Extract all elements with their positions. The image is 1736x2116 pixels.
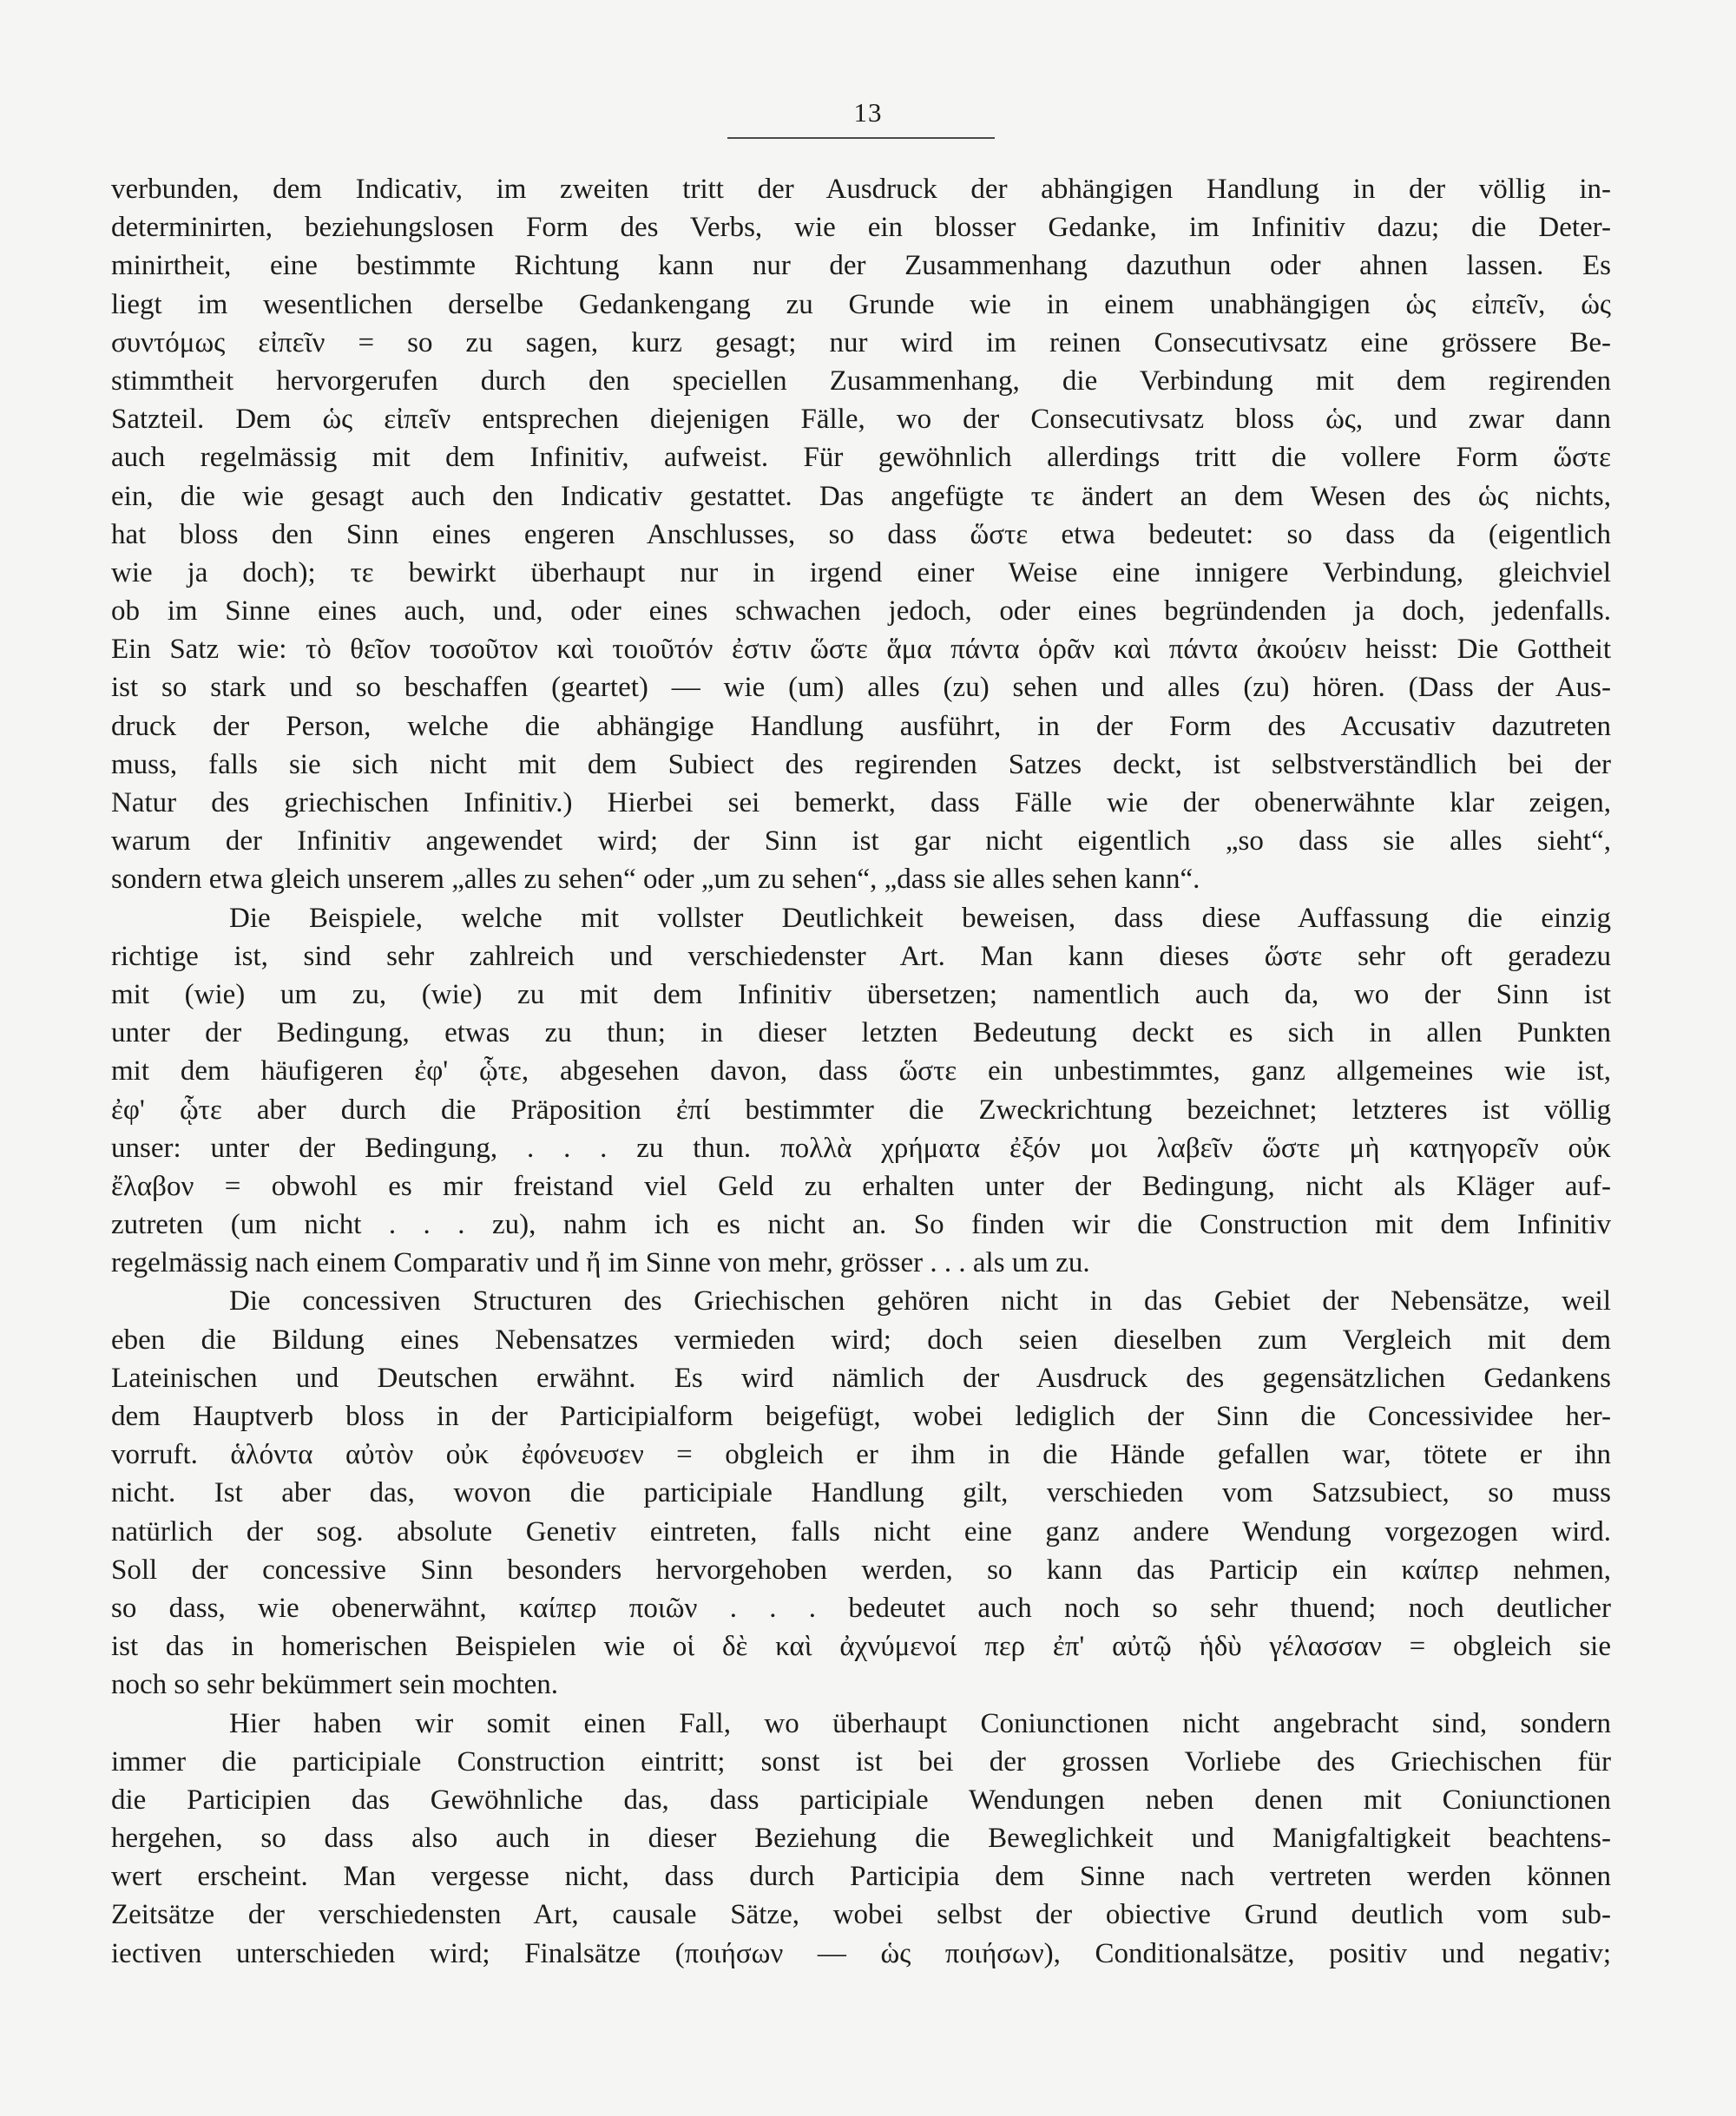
text-line: liegt im wesentlichen derselbe Gedankengang zu Grunde wie in einem unabhängigen ὡς εἰπεῖν, ὡς	[111, 288, 1611, 320]
text-line: richtige ist, sind sehr zahlreich und verschiedenster Art. Man kann dieses ὥστε sehr oft geradezu	[111, 940, 1611, 972]
text-line: Soll der concessive Sinn besonders hervorgehoben werden, so kann das Particip ein καίπερ nehmen,	[111, 1554, 1611, 1586]
text-line: die Participien das Gewöhnliche das, dass participiale Wendungen neben denen mit Coniunctionen	[111, 1784, 1611, 1816]
text-line: ein, die wie gesagt auch den Indicativ gestattet. Das angefügte τε ändert an dem Wesen des ὡς nichts,	[111, 480, 1611, 512]
text-line: Die Beispiele, welche mit vollster Deutlichkeit beweisen, dass diese Auffassung die einzig	[229, 902, 1611, 934]
text-line: συντόμως εἰπεῖν = so zu sagen, kurz gesagt; nur wird im reinen Consecutivsatz eine grössere Be-	[111, 326, 1611, 358]
body-text	[111, 170, 1611, 1973]
text-line: minirtheit, eine bestimmte Richtung kann nur der Zusammenhang dazuthun oder ahnen lassen. Es	[111, 250, 1611, 282]
text-line: ist so stark und so beschaffen (geartet) — wie (um) alles (zu) sehen und alles (zu) hören. (Dass der Aus-	[111, 672, 1611, 704]
text-line: noch so sehr bekümmert sein mochten.	[111, 1669, 559, 1701]
text-line: vorruft. ἁλόντα αὐτὸν οὐκ ἐφόνευσεν = obgleich er ihm in die Hände gefallen war, tötete er ihn	[111, 1439, 1611, 1471]
text-line: muss, falls sie sich nicht mit dem Subiect des regirenden Satzes deckt, ist selbstverständlich bei der	[111, 748, 1611, 780]
text-line: Hier haben wir somit einen Fall, wo überhaupt Coniunctionen nicht angebracht sind, sondern	[229, 1707, 1611, 1739]
text-line: hat bloss den Sinn eines engeren Anschlusses, so dass ὥστε etwa bedeutet: so dass da (eigentlich	[111, 518, 1611, 550]
text-line: nicht. Ist aber das, wovon die participiale Handlung gilt, verschieden vom Satzsubiect, so muss	[111, 1477, 1611, 1509]
text-line: verbunden, dem Indicativ, im zweiten tritt der Ausdruck der abhängigen Handlung in der völlig in-	[111, 174, 1611, 205]
text-line: Die concessiven Structuren des Griechischen gehören nicht in das Gebiet der Nebensätze, weil	[229, 1285, 1611, 1318]
text-line: dem Hauptverb bloss in der Participialform beigefügt, wobei lediglich der Sinn die Concessividee her-	[111, 1401, 1611, 1432]
text-line: ἐφ' ᾧτε aber durch die Präposition ἐπί bestimmter die Zweckrichtung bezeichnet; letzteres ist völlig	[111, 1094, 1611, 1126]
text-line: wert erscheint. Man vergesse nicht, dass durch Participia dem Sinne nach vertreten werden können	[111, 1861, 1611, 1893]
text-line: auch regelmässig mit dem Infinitiv, aufweist. Für gewöhnlich allerdings tritt die vollere Form ὥστε	[111, 442, 1611, 474]
text-line: iectiven unterschieden wird; Finalsätze (ποιήσων — ὡς ποιήσων), Conditionalsätze, positiv und negativ;	[111, 1937, 1611, 1969]
text-line: ob im Sinne eines auch, und, oder eines schwachen jedoch, oder eines begründenden ja doch, jedenfalls.	[111, 595, 1611, 628]
text-line: hergehen, so dass also auch in dieser Beziehung die Beweglichkeit und Manigfaltigkeit beachtens-	[111, 1823, 1611, 1855]
text-line: natürlich der sog. absolute Genetiv eintreten, falls nicht eine ganz andere Wendung vorgezogen wird.	[111, 1515, 1611, 1548]
text-line: wie ja doch); τε bewirkt überhaupt nur in irgend einer Weise eine innigere Verbindung, gleichviel	[111, 556, 1611, 588]
text-line: Zeitsätze der verschiedensten Art, causale Sätze, wobei selbst der obiective Grund deutlich vom sub-	[111, 1899, 1611, 1931]
page-number: 13	[853, 97, 883, 128]
text-line: mit (wie) um zu, (wie) zu mit dem Infinitiv übersetzen; namentlich auch da, wo der Sinn ist	[111, 978, 1611, 1010]
text-line: mit dem häufigeren ἐφ' ᾧτε, abgesehen davon, dass ὥστε ein unbestimmtes, ganz allgemeines wie ist,	[111, 1055, 1611, 1088]
text-line: eben die Bildung eines Nebensatzes vermieden wird; doch seien dieselben zum Vergleich mit dem	[111, 1324, 1611, 1356]
text-line: Natur des griechischen Infinitiv.) Hierbei sei bemerkt, dass Fälle wie der obenerwähnte klar zeigen,	[111, 787, 1611, 818]
text-line: ist das in homerischen Beispielen wie οἱ δὲ καὶ ἀχνύμενοί περ ἐπ' αὐτῷ ἡδὺ γέλασσαν = obgleich sie	[111, 1631, 1611, 1663]
text-line: warum der Infinitiv angewendet wird; der Sinn ist gar nicht eigentlich „so dass sie alles sieht“,	[111, 825, 1611, 858]
text-line: sondern etwa gleich unserem „alles zu sehen“ oder „um zu sehen“, „dass sie alles sehen kann“.	[111, 864, 1200, 896]
text-line: zutreten (um nicht . . . zu), nahm ich es nicht an. So finden wir die Construction mit dem Infinitiv	[111, 1209, 1611, 1241]
text-line: stimmtheit hervorgerufen durch den speciellen Zusammenhang, die Verbindung mit dem regirenden	[111, 365, 1611, 397]
text-line: Satzteil. Dem ὡς εἰπεῖν entsprechen diejenigen Fälle, wo der Consecutivsatz bloss ὡς, und zwar dann	[111, 404, 1611, 436]
text-line: so dass, wie obenerwähnt, καίπερ ποιῶν . . . bedeutet auch noch so sehr thuend; noch deutlicher	[111, 1592, 1611, 1624]
text-line: unter der Bedingung, etwas zu thun; in dieser letzten Bedeutung deckt es sich in allen Punkten	[111, 1017, 1611, 1049]
text-line: determinirten, beziehungslosen Form des Verbs, wie ein blosser Gedanke, im Infinitiv dazu; die Deter-	[111, 212, 1611, 244]
text-line: immer die participiale Construction eintritt; sonst ist bei der grossen Vorliebe des Griechischen für	[111, 1745, 1611, 1778]
text-line: Ein Satz wie: τὸ θεῖον τοσοῦτον καὶ τοιοῦτόν ἐστιν ὥστε ἅμα πάντα ὁρᾶν καὶ πάντα ἀκούειν heisst: Die Gottheit	[111, 634, 1611, 666]
text-line: ἔλαβον = obwohl es mir freistand viel Geld zu erhalten unter der Bedingung, nicht als Kläger auf-	[111, 1170, 1611, 1202]
text-line: druck der Person, welche die abhängige Handlung ausführt, in der Form des Accusativ dazutreten	[111, 710, 1611, 742]
text-line: unser: unter der Bedingung, . . . zu thun. πολλὰ χρήματα ἐξόν μοι λαβεῖν ὥστε μὴ κατηγορεῖν οὐκ	[111, 1132, 1611, 1164]
text-line: regelmässig nach einem Comparativ und ἤ im Sinne von mehr, grösser . . . als um zu.	[111, 1247, 1090, 1279]
text-line: Lateinischen und Deutschen erwähnt. Es wird nämlich der Ausdruck des gegensätzlichen Gedankens	[111, 1362, 1611, 1394]
header-rule	[727, 137, 995, 139]
